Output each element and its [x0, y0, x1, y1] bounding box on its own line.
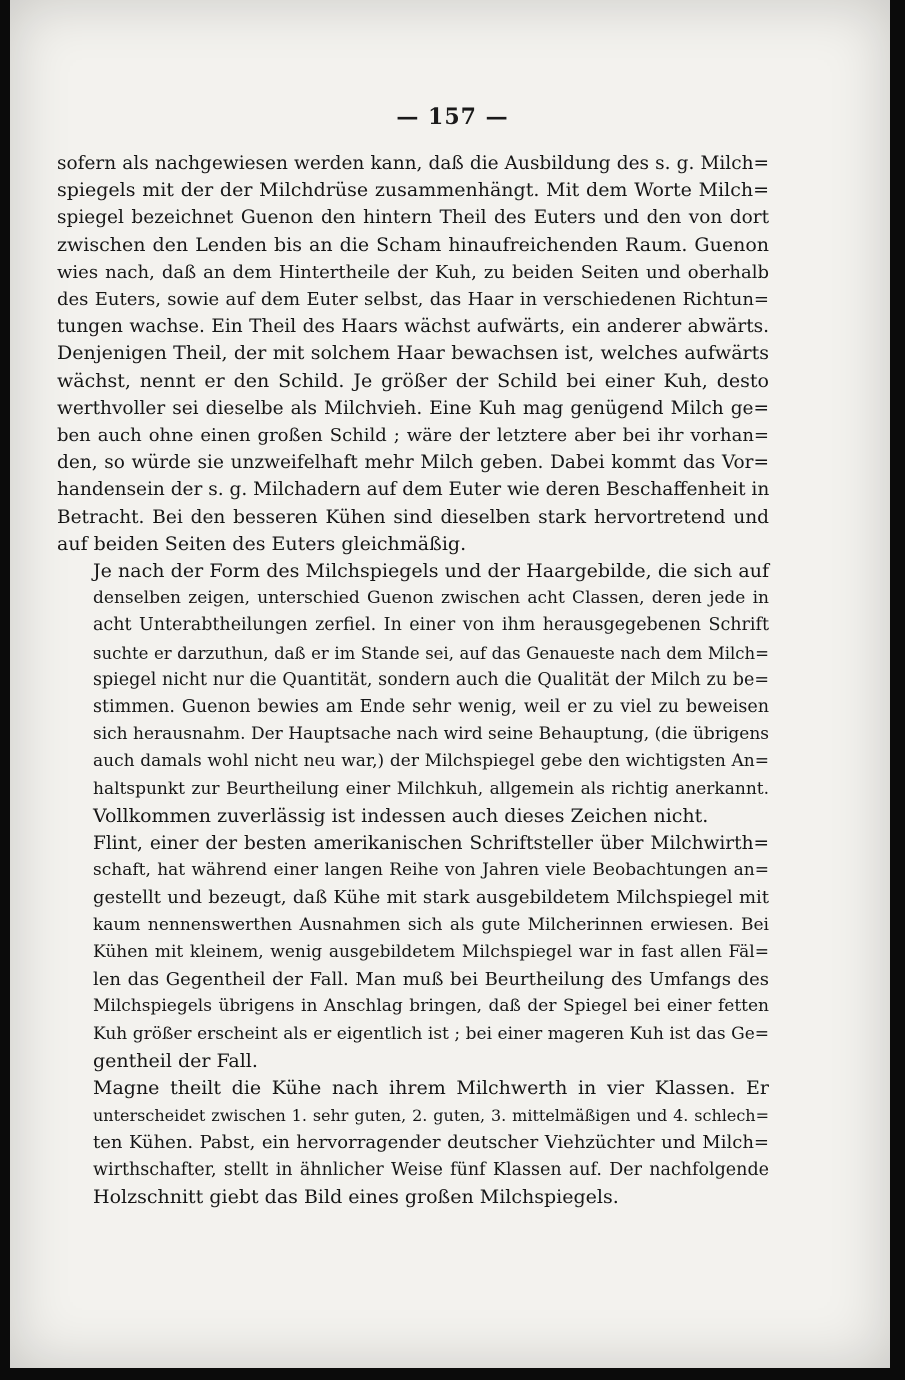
text-line: spiegel nicht nur die Quantität, sondern auch die Qualität der Milch zu be=: [93, 669, 769, 690]
text-line: gentheil der Fall.: [93, 1049, 258, 1072]
text-line: Betracht. Bei den besseren Kühen sind dieselben stark hervortretend und: [57, 506, 769, 528]
paragraph-3: [57, 830, 769, 1075]
text-line: gestellt und bezeugt, daß Kühe mit stark ausgebildetem Milchspiegel mit: [93, 887, 769, 909]
text-line: Kühen mit kleinem, wenig ausgebildetem Milchspiegel war in fast allen Fäl=: [93, 941, 769, 962]
text-line: unterscheidet zwischen 1. sehr guten, 2. guten, 3. mittelmäßigen und 4. schlech=: [93, 1106, 769, 1126]
text-line: des Euters, sowie auf dem Euter selbst, das Haar in verschiedenen Richtun=: [57, 289, 769, 311]
paragraph-2: [57, 558, 769, 830]
paragraph-1: [57, 150, 769, 558]
text-line: Kuh größer erscheint als er eigentlich ist ; bei einer mageren Kuh ist das Ge=: [93, 1023, 769, 1044]
text-line: zwischen den Lenden bis an die Scham hinaufreichenden Raum. Guenon: [57, 233, 769, 256]
text-line: Flint, einer der besten amerikanischen Schriftsteller über Milchwirth=: [93, 833, 769, 855]
paragraph-4: [57, 1075, 769, 1211]
text-line: ben auch ohne einen großen Schild ; wäre der letztere aber bei ihr vorhan=: [57, 425, 769, 447]
text-line: len das Gegentheil der Fall. Man muß bei Beurtheilung des Umfangs des: [93, 969, 769, 991]
text-line: Magne theilt die Kühe nach ihrem Milchwerth in vier Klassen. Er: [93, 1076, 769, 1099]
text-line: Vollkommen zuverlässig ist indessen auch dieses Zeichen nicht.: [93, 804, 709, 827]
text-line: tungen wachse. Ein Theil des Haars wächst aufwärts, ein anderer abwärts.: [57, 316, 769, 338]
text-line: Denjenigen Theil, der mit solchem Haar bewachsen ist, welches aufwärts: [57, 342, 769, 365]
text-line: werthvoller sei dieselbe als Milchvieh. Eine Kuh mag genügend Milch ge=: [57, 397, 769, 419]
page-number: — 157 —: [396, 104, 509, 130]
text-line: Milchspiegels übrigens in Anschlag bringen, daß der Spiegel bei einer fetten: [93, 996, 769, 1017]
body-text: [57, 150, 769, 1211]
text-line: den, so würde sie unzweifelhaft mehr Milch geben. Dabei kommt das Vor=: [57, 452, 769, 474]
text-line: wies nach, daß an dem Hintertheile der Kuh, zu beiden Seiten und oberhalb: [57, 261, 769, 283]
text-line: Je nach der Form des Milchspiegels und der Haargebilde, die sich auf: [93, 560, 769, 583]
text-line: wirthschafter, stellt in ähnlicher Weise fünf Klassen auf. Der nachfolgende: [93, 1159, 769, 1180]
text-line: suchte er darzuthun, daß er im Stande sei, auf das Genaueste nach dem Milch=: [93, 643, 769, 663]
text-line: denselben zeigen, unterschied Guenon zwischen acht Classen, deren jede in: [93, 588, 769, 609]
text-line: spiegels mit der der Milchdrüse zusammenhängt. Mit dem Worte Milch=: [57, 179, 769, 202]
text-line: handensein der s. g. Milchadern auf dem Euter wie deren Beschaffenheit in: [57, 479, 770, 501]
text-line: haltspunkt zur Beurtheilung einer Milchkuh, allgemein als richtig anerkannt.: [93, 778, 769, 799]
text-line: kaum nennenswerthen Ausnahmen sich als gute Milcherinnen erwiesen. Bei: [93, 914, 769, 935]
text-line: sofern als nachgewiesen werden kann, daß die Ausbildung des s. g. Milch=: [57, 153, 769, 174]
text-line: schaft, hat während einer langen Reihe von Jahren viele Beobachtungen an=: [93, 860, 769, 881]
text-line: wächst, nennt er den Schild. Je größer der Schild bei einer Kuh, desto: [57, 369, 769, 392]
text-line: stimmen. Guenon bewies am Ende sehr wenig, weil er zu viel zu beweisen: [93, 697, 769, 718]
text-line: Holzschnitt giebt das Bild eines großen Milchspiegels.: [93, 1185, 619, 1208]
text-line: acht Unterabtheilungen zerfiel. In einer von ihm herausgegebenen Schrift: [93, 615, 769, 636]
text-line: spiegel bezeichnet Guenon den hintern Theil des Euters und den von dort: [57, 207, 769, 229]
text-line: auch damals wohl nicht neu war,) der Milchspiegel gebe den wichtigsten An=: [93, 751, 769, 772]
text-line: sich herausnahm. Der Hauptsache nach wird seine Behauptung, (die übrigens: [93, 724, 769, 745]
text-line: ten Kühen. Pabst, ein hervorragender deutscher Viehzüchter und Milch=: [93, 1132, 769, 1154]
text-line: auf beiden Seiten des Euters gleichmäßig.: [57, 532, 467, 555]
